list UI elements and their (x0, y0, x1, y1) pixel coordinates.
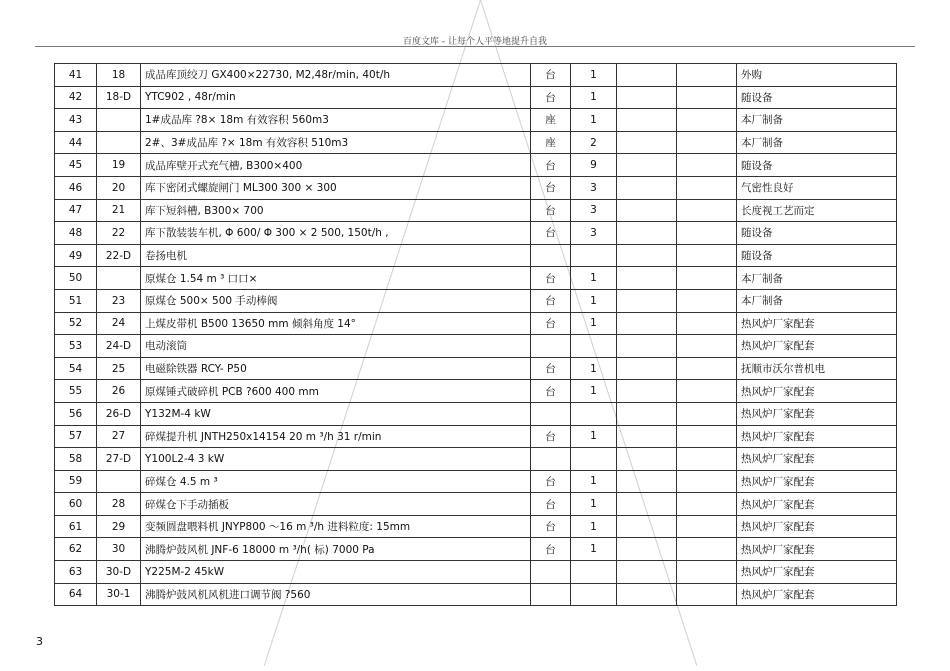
note-cell: 热风炉厂家配套 (737, 538, 897, 561)
blank-cell (617, 425, 677, 448)
page-header: 百度文库 - 让每个人平等地提升自我 (403, 37, 547, 47)
blank-cell (677, 493, 737, 516)
code-cell: 24 (97, 312, 141, 335)
code-cell (97, 470, 141, 493)
table-row (55, 289, 897, 312)
blank-cell (617, 109, 677, 132)
table-row (55, 64, 897, 87)
table-row (55, 425, 897, 448)
note-cell: 本厂制备 (737, 267, 897, 290)
quantity-cell: 1 (571, 357, 617, 380)
quantity-cell (571, 583, 617, 606)
blank-cell (677, 86, 737, 109)
row-number-cell: 46 (55, 176, 97, 199)
blank-cell (617, 335, 677, 358)
quantity-cell: 3 (571, 199, 617, 222)
unit-cell: 台 (531, 176, 571, 199)
blank-cell (617, 176, 677, 199)
blank-cell (677, 64, 737, 87)
unit-cell: 台 (531, 493, 571, 516)
blank-cell (677, 561, 737, 584)
quantity-cell (571, 561, 617, 584)
code-cell: 27-D (97, 448, 141, 471)
row-number-cell: 55 (55, 380, 97, 403)
code-cell: 18 (97, 64, 141, 87)
unit-cell (531, 583, 571, 606)
unit-cell: 台 (531, 380, 571, 403)
blank-cell (677, 515, 737, 538)
table-row (55, 267, 897, 290)
quantity-cell: 1 (571, 289, 617, 312)
code-cell: 27 (97, 425, 141, 448)
row-number-cell: 61 (55, 515, 97, 538)
quantity-cell: 1 (571, 425, 617, 448)
blank-cell (617, 493, 677, 516)
equipment-table (54, 63, 897, 606)
code-cell: 18-D (97, 86, 141, 109)
blank-cell (677, 425, 737, 448)
row-number-cell: 57 (55, 425, 97, 448)
blank-cell (617, 312, 677, 335)
unit-cell: 台 (531, 267, 571, 290)
blank-cell (617, 222, 677, 245)
quantity-cell (571, 402, 617, 425)
table-row (55, 583, 897, 606)
unit-cell (531, 448, 571, 471)
header-divider (35, 46, 915, 47)
description-cell: 成品库顶绞刀 GX400×22730, M2,48r/min, 40t/h (141, 64, 531, 87)
unit-cell: 台 (531, 470, 571, 493)
quantity-cell (571, 244, 617, 267)
note-cell: 热风炉厂家配套 (737, 493, 897, 516)
note-cell: 本厂制备 (737, 289, 897, 312)
table-row (55, 515, 897, 538)
table-row (55, 312, 897, 335)
row-number-cell: 62 (55, 538, 97, 561)
blank-cell (677, 154, 737, 177)
unit-cell: 台 (531, 515, 571, 538)
code-cell: 21 (97, 199, 141, 222)
blank-cell (677, 267, 737, 290)
quantity-cell: 1 (571, 109, 617, 132)
code-cell: 30-1 (97, 583, 141, 606)
table-row (55, 470, 897, 493)
quantity-cell: 9 (571, 154, 617, 177)
blank-cell (617, 470, 677, 493)
blank-cell (617, 448, 677, 471)
note-cell: 抚顺市沃尔普机电 (737, 357, 897, 380)
note-cell: 随设备 (737, 244, 897, 267)
description-cell: 原煤锤式破碎机 PCB ?600 400 mm (141, 380, 531, 403)
description-cell: 库下短斜槽, B300× 700 (141, 199, 531, 222)
code-cell: 29 (97, 515, 141, 538)
equipment-table-body (55, 64, 897, 606)
blank-cell (677, 199, 737, 222)
row-number-cell: 52 (55, 312, 97, 335)
unit-cell (531, 244, 571, 267)
table-row (55, 199, 897, 222)
blank-cell (617, 289, 677, 312)
description-cell: 原煤仓 500× 500 手动棒阀 (141, 289, 531, 312)
note-cell: 热风炉厂家配套 (737, 335, 897, 358)
table-row (55, 493, 897, 516)
blank-cell (677, 583, 737, 606)
blank-cell (617, 199, 677, 222)
blank-cell (677, 470, 737, 493)
unit-cell: 台 (531, 312, 571, 335)
note-cell: 热风炉厂家配套 (737, 380, 897, 403)
table-row (55, 176, 897, 199)
unit-cell: 座 (531, 109, 571, 132)
code-cell: 22-D (97, 244, 141, 267)
quantity-cell: 1 (571, 86, 617, 109)
description-cell: 电磁除铁器 RCY- P50 (141, 357, 531, 380)
note-cell: 长度视工艺而定 (737, 199, 897, 222)
table-row (55, 131, 897, 154)
row-number-cell: 54 (55, 357, 97, 380)
description-cell: 库下散装装车机, Φ 600/ Φ 300 × 2 500, 150t/h , (141, 222, 531, 245)
table-row (55, 380, 897, 403)
unit-cell: 台 (531, 425, 571, 448)
blank-cell (677, 289, 737, 312)
note-cell: 随设备 (737, 222, 897, 245)
blank-cell (617, 244, 677, 267)
blank-cell (677, 538, 737, 561)
code-cell: 20 (97, 176, 141, 199)
description-cell: YTC902 , 48r/min (141, 86, 531, 109)
row-number-cell: 42 (55, 86, 97, 109)
unit-cell: 台 (531, 222, 571, 245)
note-cell: 本厂制备 (737, 109, 897, 132)
blank-cell (617, 515, 677, 538)
code-cell (97, 109, 141, 132)
note-cell: 热风炉厂家配套 (737, 470, 897, 493)
row-number-cell: 45 (55, 154, 97, 177)
unit-cell (531, 402, 571, 425)
table-row (55, 538, 897, 561)
description-cell: 电动滚筒 (141, 335, 531, 358)
quantity-cell: 1 (571, 312, 617, 335)
description-cell: 1#成品库 ?8× 18m 有效容积 560m3 (141, 109, 531, 132)
description-cell: 库下密闭式螺旋闸门 ML300 300 × 300 (141, 176, 531, 199)
note-cell: 热风炉厂家配套 (737, 515, 897, 538)
blank-cell (677, 335, 737, 358)
table-row (55, 222, 897, 245)
table-row (55, 154, 897, 177)
unit-cell (531, 335, 571, 358)
table-row (55, 109, 897, 132)
code-cell: 25 (97, 357, 141, 380)
blank-cell (617, 402, 677, 425)
code-cell: 30 (97, 538, 141, 561)
quantity-cell: 1 (571, 267, 617, 290)
row-number-cell: 50 (55, 267, 97, 290)
unit-cell: 台 (531, 289, 571, 312)
blank-cell (677, 244, 737, 267)
code-cell: 26 (97, 380, 141, 403)
description-cell: 上煤皮带机 B500 13650 mm 倾斜角度 14° (141, 312, 531, 335)
note-cell: 气密性良好 (737, 176, 897, 199)
note-cell: 热风炉厂家配套 (737, 425, 897, 448)
row-number-cell: 48 (55, 222, 97, 245)
description-cell: 变频圆盘喂料机 JNYP800 ～16 m ³/h 进料粒度: 15mm (141, 515, 531, 538)
description-cell: Y225M-2 45kW (141, 561, 531, 584)
code-cell: 26-D (97, 402, 141, 425)
blank-cell (617, 154, 677, 177)
unit-cell: 台 (531, 154, 571, 177)
blank-cell (617, 583, 677, 606)
blank-cell (677, 448, 737, 471)
description-cell: 沸腾炉鼓风机风机进口调节阀 ?560 (141, 583, 531, 606)
quantity-cell: 2 (571, 131, 617, 154)
quantity-cell: 3 (571, 176, 617, 199)
code-cell: 19 (97, 154, 141, 177)
blank-cell (677, 131, 737, 154)
row-number-cell: 64 (55, 583, 97, 606)
blank-cell (677, 222, 737, 245)
description-cell: Y100L2-4 3 kW (141, 448, 531, 471)
quantity-cell: 1 (571, 515, 617, 538)
code-cell: 22 (97, 222, 141, 245)
row-number-cell: 41 (55, 64, 97, 87)
code-cell: 24-D (97, 335, 141, 358)
note-cell: 本厂制备 (737, 131, 897, 154)
row-number-cell: 59 (55, 470, 97, 493)
unit-cell: 台 (531, 199, 571, 222)
blank-cell (617, 86, 677, 109)
row-number-cell: 58 (55, 448, 97, 471)
row-number-cell: 47 (55, 199, 97, 222)
code-cell (97, 131, 141, 154)
note-cell: 随设备 (737, 86, 897, 109)
blank-cell (677, 380, 737, 403)
blank-cell (617, 267, 677, 290)
description-cell: Y132M-4 kW (141, 402, 531, 425)
unit-cell: 台 (531, 86, 571, 109)
description-cell: 成品库壁开式充气槽, B300×400 (141, 154, 531, 177)
note-cell: 热风炉厂家配套 (737, 312, 897, 335)
table-row (55, 86, 897, 109)
blank-cell (617, 380, 677, 403)
row-number-cell: 53 (55, 335, 97, 358)
note-cell: 热风炉厂家配套 (737, 402, 897, 425)
row-number-cell: 44 (55, 131, 97, 154)
quantity-cell: 1 (571, 380, 617, 403)
quantity-cell: 1 (571, 493, 617, 516)
description-cell: 原煤仓 1.54 m ³ 口口× (141, 267, 531, 290)
quantity-cell: 1 (571, 538, 617, 561)
blank-cell (617, 357, 677, 380)
unit-cell: 座 (531, 131, 571, 154)
row-number-cell: 63 (55, 561, 97, 584)
blank-cell (677, 402, 737, 425)
blank-cell (677, 312, 737, 335)
quantity-cell: 1 (571, 470, 617, 493)
blank-cell (617, 64, 677, 87)
note-cell: 外购 (737, 64, 897, 87)
quantity-cell: 3 (571, 222, 617, 245)
quantity-cell (571, 335, 617, 358)
quantity-cell (571, 448, 617, 471)
row-number-cell: 56 (55, 402, 97, 425)
code-cell: 28 (97, 493, 141, 516)
blank-cell (617, 131, 677, 154)
unit-cell: 台 (531, 357, 571, 380)
description-cell: 碎煤仓 4.5 m ³ (141, 470, 531, 493)
description-cell: 碎煤提升机 JNTH250x14154 20 m ³/h 31 r/min (141, 425, 531, 448)
table-row (55, 357, 897, 380)
table-row (55, 335, 897, 358)
description-cell: 碎煤仓下手动插板 (141, 493, 531, 516)
row-number-cell: 51 (55, 289, 97, 312)
table-row (55, 561, 897, 584)
note-cell: 热风炉厂家配套 (737, 583, 897, 606)
code-cell: 23 (97, 289, 141, 312)
blank-cell (677, 109, 737, 132)
description-cell: 沸腾炉鼓风机 JNF-6 18000 m ³/h( 标) 7000 Pa (141, 538, 531, 561)
row-number-cell: 49 (55, 244, 97, 267)
code-cell: 30-D (97, 561, 141, 584)
blank-cell (677, 176, 737, 199)
description-cell: 2#、3#成品库 ?× 18m 有效容积 510m3 (141, 131, 531, 154)
unit-cell (531, 561, 571, 584)
quantity-cell: 1 (571, 64, 617, 87)
blank-cell (617, 561, 677, 584)
unit-cell: 台 (531, 64, 571, 87)
row-number-cell: 43 (55, 109, 97, 132)
note-cell: 随设备 (737, 154, 897, 177)
unit-cell: 台 (531, 538, 571, 561)
table-row (55, 448, 897, 471)
description-cell: 卷扬电机 (141, 244, 531, 267)
row-number-cell: 60 (55, 493, 97, 516)
note-cell: 热风炉厂家配套 (737, 561, 897, 584)
note-cell: 热风炉厂家配套 (737, 448, 897, 471)
code-cell (97, 267, 141, 290)
blank-cell (677, 357, 737, 380)
table-row (55, 244, 897, 267)
table-row (55, 402, 897, 425)
page-number: 3 (36, 635, 43, 648)
blank-cell (617, 538, 677, 561)
